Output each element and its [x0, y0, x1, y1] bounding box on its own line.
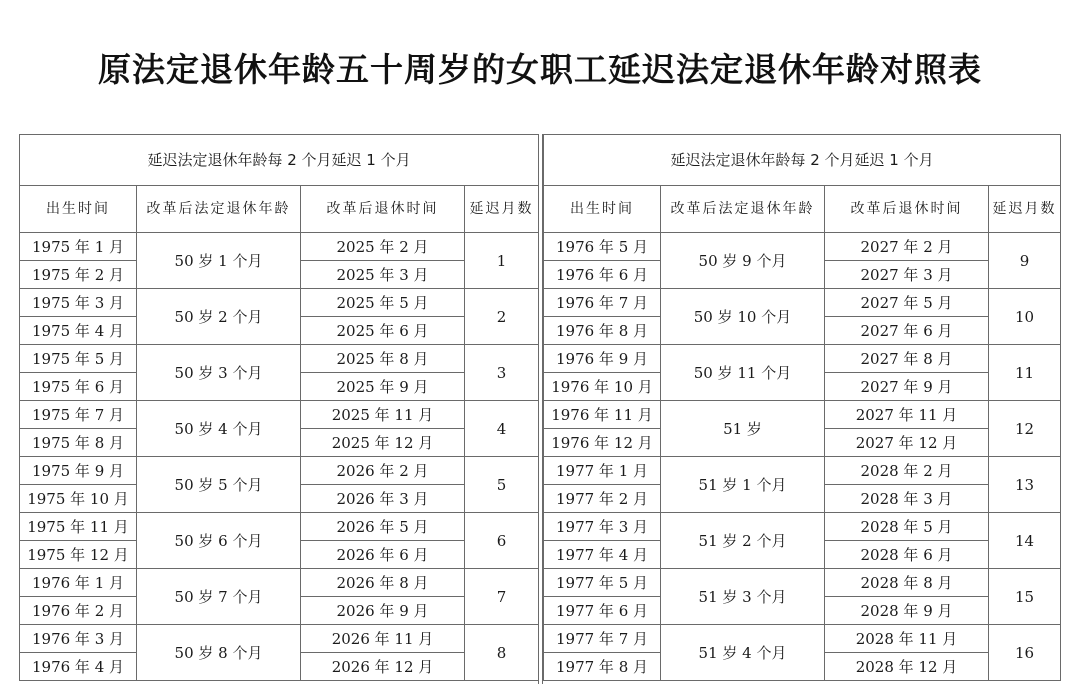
birth-month-cell: 1977 年 8 月 [544, 653, 661, 681]
retirement-date-cell: 2026 年 11 月 [301, 625, 465, 653]
birth-month-cell: 1975 年 4 月 [20, 317, 137, 345]
retirement-age-cell: 51 岁 3 个月 [661, 569, 825, 625]
retirement-date-cell: 2025 年 11 月 [301, 401, 465, 429]
table-row [544, 233, 1061, 261]
birth-month-cell: 1975 年 3 月 [20, 289, 137, 317]
retirement-age-cell: 50 岁 8 个月 [137, 625, 301, 681]
birth-month-cell: 1975 年 5 月 [20, 345, 137, 373]
table-caption-row [544, 135, 1061, 186]
delay-months-cell: 16 [989, 625, 1061, 681]
table-row [544, 401, 1061, 429]
birth-month-cell: 1976 年 3 月 [20, 625, 137, 653]
birth-month-cell: 1977 年 1 月 [544, 457, 661, 485]
table-row [20, 345, 539, 373]
retirement-date-cell: 2026 年 9 月 [301, 597, 465, 625]
delay-months-cell: 6 [465, 513, 539, 569]
retirement-age-cell: 50 岁 2 个月 [137, 289, 301, 345]
retirement-date-cell: 2027 年 2 月 [825, 233, 989, 261]
retirement-date-cell: 2028 年 3 月 [825, 485, 989, 513]
retirement-date-cell: 2025 年 12 月 [301, 429, 465, 457]
column-header: 改革后法定退休年龄 [137, 186, 301, 233]
delay-months-cell: 2 [465, 289, 539, 345]
column-header: 延迟月数 [989, 186, 1061, 233]
birth-month-cell: 1976 年 6 月 [544, 261, 661, 289]
birth-month-cell: 1976 年 4 月 [20, 653, 137, 681]
retirement-date-cell: 2028 年 2 月 [825, 457, 989, 485]
retirement-date-cell: 2026 年 5 月 [301, 513, 465, 541]
birth-month-cell: 1976 年 9 月 [544, 345, 661, 373]
retirement-age-cell: 51 岁 1 个月 [661, 457, 825, 513]
retirement-age-cell: 50 岁 11 个月 [661, 345, 825, 401]
birth-month-cell: 1975 年 10 月 [20, 485, 137, 513]
table-header-row [20, 186, 539, 233]
retirement-date-cell: 2028 年 5 月 [825, 513, 989, 541]
birth-month-cell: 1977 年 6 月 [544, 597, 661, 625]
delay-months-cell: 8 [465, 625, 539, 681]
table-row [20, 289, 539, 317]
retirement-date-cell: 2028 年 6 月 [825, 541, 989, 569]
table-row [20, 513, 539, 541]
retirement-date-cell: 2025 年 6 月 [301, 317, 465, 345]
retirement-age-cell: 50 岁 1 个月 [137, 233, 301, 289]
retirement-age-cell: 50 岁 10 个月 [661, 289, 825, 345]
table-row [544, 513, 1061, 541]
birth-month-cell: 1977 年 3 月 [544, 513, 661, 541]
retirement-date-cell: 2026 年 2 月 [301, 457, 465, 485]
table-caption-row [20, 135, 539, 186]
column-header: 出生时间 [544, 186, 661, 233]
table-row [544, 345, 1061, 373]
retirement-age-cell: 50 岁 9 个月 [661, 233, 825, 289]
delay-months-cell: 7 [465, 569, 539, 625]
retirement-date-cell: 2028 年 12 月 [825, 653, 989, 681]
table-row [544, 289, 1061, 317]
retirement-date-cell: 2027 年 9 月 [825, 373, 989, 401]
birth-month-cell: 1976 年 8 月 [544, 317, 661, 345]
column-header: 改革后法定退休年龄 [661, 186, 825, 233]
column-header: 改革后退休时间 [825, 186, 989, 233]
delay-months-cell: 15 [989, 569, 1061, 625]
birth-month-cell: 1975 年 11 月 [20, 513, 137, 541]
retirement-age-cell: 50 岁 3 个月 [137, 345, 301, 401]
birth-month-cell: 1976 年 1 月 [20, 569, 137, 597]
birth-month-cell: 1975 年 12 月 [20, 541, 137, 569]
birth-month-cell: 1976 年 7 月 [544, 289, 661, 317]
birth-month-cell: 1975 年 9 月 [20, 457, 137, 485]
table-caption: 延迟法定退休年龄每 2 个月延迟 1 个月 [20, 135, 539, 186]
retirement-date-cell: 2027 年 12 月 [825, 429, 989, 457]
delay-months-cell: 1 [465, 233, 539, 289]
table-row [544, 625, 1061, 653]
delay-months-cell: 12 [989, 401, 1061, 457]
birth-month-cell: 1976 年 2 月 [20, 597, 137, 625]
retirement-date-cell: 2027 年 11 月 [825, 401, 989, 429]
birth-month-cell: 1977 年 7 月 [544, 625, 661, 653]
retirement-age-cell: 50 岁 6 个月 [137, 513, 301, 569]
retirement-date-cell: 2025 年 9 月 [301, 373, 465, 401]
retirement-date-cell: 2027 年 8 月 [825, 345, 989, 373]
retirement-age-cell: 50 岁 5 个月 [137, 457, 301, 513]
retirement-age-cell: 50 岁 7 个月 [137, 569, 301, 625]
birth-month-cell: 1975 年 7 月 [20, 401, 137, 429]
delay-months-cell: 3 [465, 345, 539, 401]
column-header: 出生时间 [20, 186, 137, 233]
retirement-date-cell: 2027 年 3 月 [825, 261, 989, 289]
delay-months-cell: 13 [989, 457, 1061, 513]
retirement-date-cell: 2028 年 8 月 [825, 569, 989, 597]
retirement-date-cell: 2026 年 12 月 [301, 653, 465, 681]
table-row [20, 569, 539, 597]
birth-month-cell: 1975 年 2 月 [20, 261, 137, 289]
birth-month-cell: 1977 年 5 月 [544, 569, 661, 597]
column-header: 延迟月数 [465, 186, 539, 233]
table-row [20, 625, 539, 653]
birth-month-cell: 1977 年 4 月 [544, 541, 661, 569]
retirement-date-cell: 2025 年 8 月 [301, 345, 465, 373]
delay-months-cell: 9 [989, 233, 1061, 289]
table-row [20, 457, 539, 485]
column-header: 改革后退休时间 [301, 186, 465, 233]
delay-months-cell: 11 [989, 345, 1061, 401]
retirement-age-cell: 51 岁 [661, 401, 825, 457]
retirement-date-cell: 2025 年 3 月 [301, 261, 465, 289]
retirement-date-cell: 2026 年 3 月 [301, 485, 465, 513]
table-row [20, 233, 539, 261]
retirement-date-cell: 2028 年 9 月 [825, 597, 989, 625]
birth-month-cell: 1975 年 6 月 [20, 373, 137, 401]
table-row [544, 569, 1061, 597]
table-header-row [544, 186, 1061, 233]
retirement-date-cell: 2027 年 6 月 [825, 317, 989, 345]
retirement-age-cell: 50 岁 4 个月 [137, 401, 301, 457]
retirement-date-cell: 2028 年 11 月 [825, 625, 989, 653]
retirement-age-cell: 51 岁 4 个月 [661, 625, 825, 681]
delay-months-cell: 10 [989, 289, 1061, 345]
birth-month-cell: 1975 年 1 月 [20, 233, 137, 261]
birth-month-cell: 1976 年 12 月 [544, 429, 661, 457]
table-caption: 延迟法定退休年龄每 2 个月延迟 1 个月 [544, 135, 1061, 186]
delay-months-cell: 4 [465, 401, 539, 457]
retirement-table-right [543, 134, 1061, 681]
birth-month-cell: 1976 年 10 月 [544, 373, 661, 401]
table-row [20, 401, 539, 429]
retirement-date-cell: 2025 年 5 月 [301, 289, 465, 317]
retirement-age-cell: 51 岁 2 个月 [661, 513, 825, 569]
delay-months-cell: 5 [465, 457, 539, 513]
delay-months-cell: 14 [989, 513, 1061, 569]
table-row [544, 457, 1061, 485]
page-title: 原法定退休年龄五十周岁的女职工延迟法定退休年龄对照表 [98, 50, 982, 89]
retirement-date-cell: 2027 年 5 月 [825, 289, 989, 317]
retirement-table-left [19, 134, 539, 681]
retirement-date-cell: 2025 年 2 月 [301, 233, 465, 261]
birth-month-cell: 1975 年 8 月 [20, 429, 137, 457]
retirement-date-cell: 2026 年 6 月 [301, 541, 465, 569]
birth-month-cell: 1977 年 2 月 [544, 485, 661, 513]
birth-month-cell: 1976 年 5 月 [544, 233, 661, 261]
birth-month-cell: 1976 年 11 月 [544, 401, 661, 429]
retirement-date-cell: 2026 年 8 月 [301, 569, 465, 597]
